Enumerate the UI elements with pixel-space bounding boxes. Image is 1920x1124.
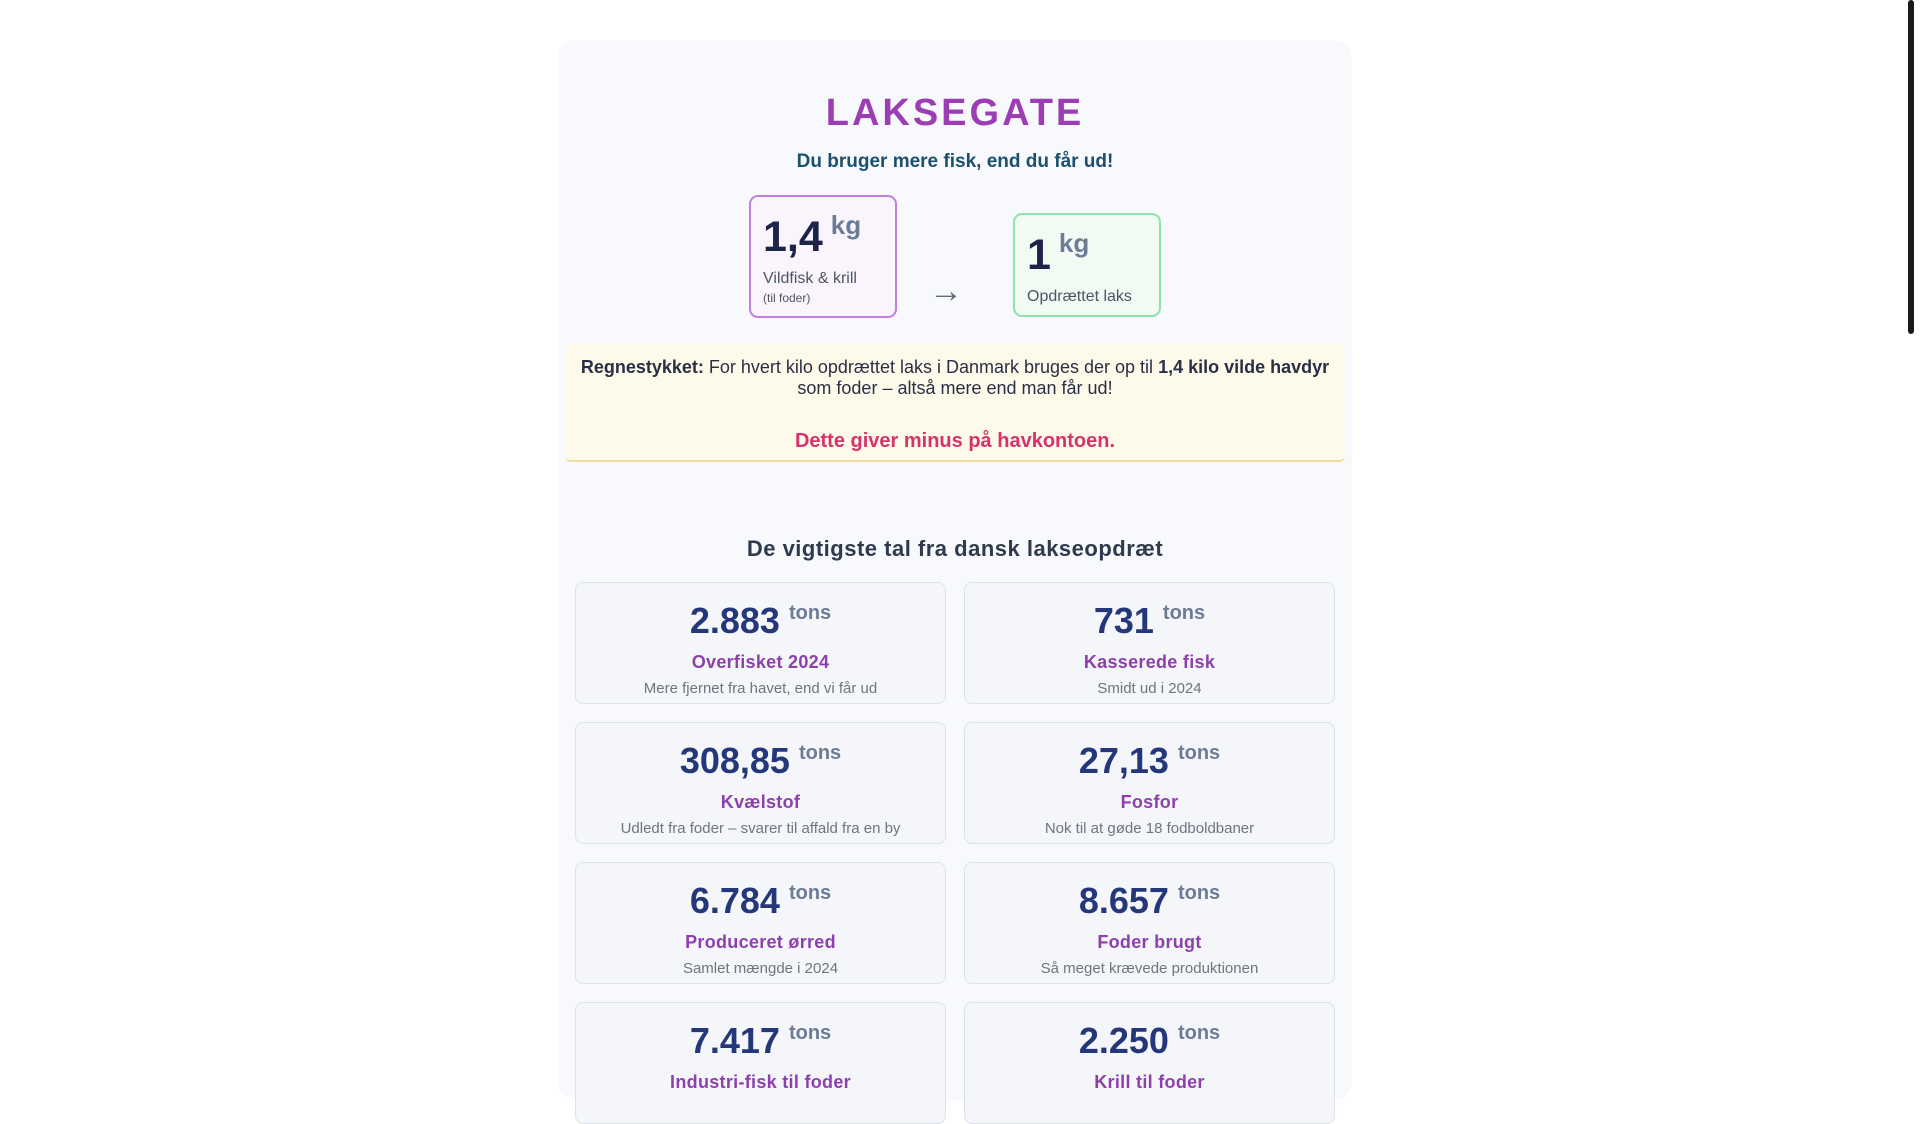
wild-fish-box [749,195,897,318]
stat-label: Overfisket 2024 [691,652,830,672]
stat-label: Krill til foder [1094,1072,1205,1092]
stat-description: Udledt fra foder – svarer til affald fra en by [620,820,901,837]
stat-value: 731 [1093,600,1154,641]
stat-card [575,862,946,984]
stat-card [964,862,1335,984]
stat-card [575,722,946,844]
wild-fish-unit: kg [830,210,862,240]
farmed-salmon-unit: kg [1058,228,1090,258]
page-subtitle: Du bruger mere fisk, end du får ud! [796,151,1114,172]
calculation-text [577,357,1333,399]
stat-label: Industri-fisk til foder [670,1072,851,1092]
stat-unit: tons [788,1022,832,1044]
stat-card [964,722,1335,844]
stat-unit: tons [1177,882,1221,904]
stat-card [575,1002,946,1124]
stat-description: Mere fjernet fra havet, end vi får ud [643,680,878,697]
stat-description: Samlet mængde i 2024 [682,960,839,977]
calculation-lead: Regnestykket: [580,357,704,377]
stat-value: 2.883 [689,600,780,641]
stat-label: Fosfor [1120,792,1179,812]
stat-value: 308,85 [679,740,790,781]
stat-label: Foder brugt [1097,932,1202,952]
calculation-highlight: 1,4 kilo vilde havdyr [1158,357,1330,377]
stat-description: Nok til at gøde 18 fodboldbaner [1044,820,1255,837]
stat-card [964,582,1335,704]
farmed-salmon-value: 1 [1027,231,1051,279]
calculation-box [565,344,1345,462]
wild-fish-sublabel: (til foder) [763,291,811,305]
calculation-warning: Dette giver minus på havkontoen. [794,430,1116,452]
stats-section-title: De vigtigste tal fra dansk lakseopdræt [746,536,1164,561]
stat-unit: tons [798,742,842,764]
stat-card [575,582,946,704]
stat-value: 6.784 [689,880,780,921]
wild-fish-value: 1,4 [763,213,823,261]
stat-value: 7.417 [689,1020,780,1061]
vertical-scrollbar[interactable] [1902,0,1920,1080]
content-card [558,40,1352,1100]
stat-value: 2.250 [1078,1020,1169,1061]
stat-description: Smidt ud i 2024 [1097,680,1202,697]
stat-unit: tons [788,882,832,904]
farmed-salmon-box [1013,213,1161,317]
stat-value: 27,13 [1078,740,1169,781]
page-title: LAKSEGATE [825,92,1085,134]
stat-unit: tons [788,602,832,624]
stat-unit: tons [1177,742,1221,764]
stat-label: Kvælstof [720,792,801,812]
scrollbar-thumb[interactable] [1908,0,1914,334]
calculation-text-after: som foder – altså mere end man får ud! [797,378,1113,398]
arrow-right-icon: → [929,272,963,310]
farmed-salmon-label: Opdrættet laks [1027,288,1132,305]
stat-label: Kasserede fisk [1083,652,1216,672]
stat-card [964,1002,1335,1124]
wild-fish-label: Vildfisk & krill [763,270,857,287]
stat-description: Så meget krævede produktionen [1040,960,1259,977]
stat-unit: tons [1162,602,1206,624]
stat-unit: tons [1177,1022,1221,1044]
calculation-text-before: For hvert kilo opdrættet laks i Danmark bruges der op til [703,357,1159,377]
stat-label: Produceret ørred [685,932,836,952]
stat-value: 8.657 [1078,880,1169,921]
